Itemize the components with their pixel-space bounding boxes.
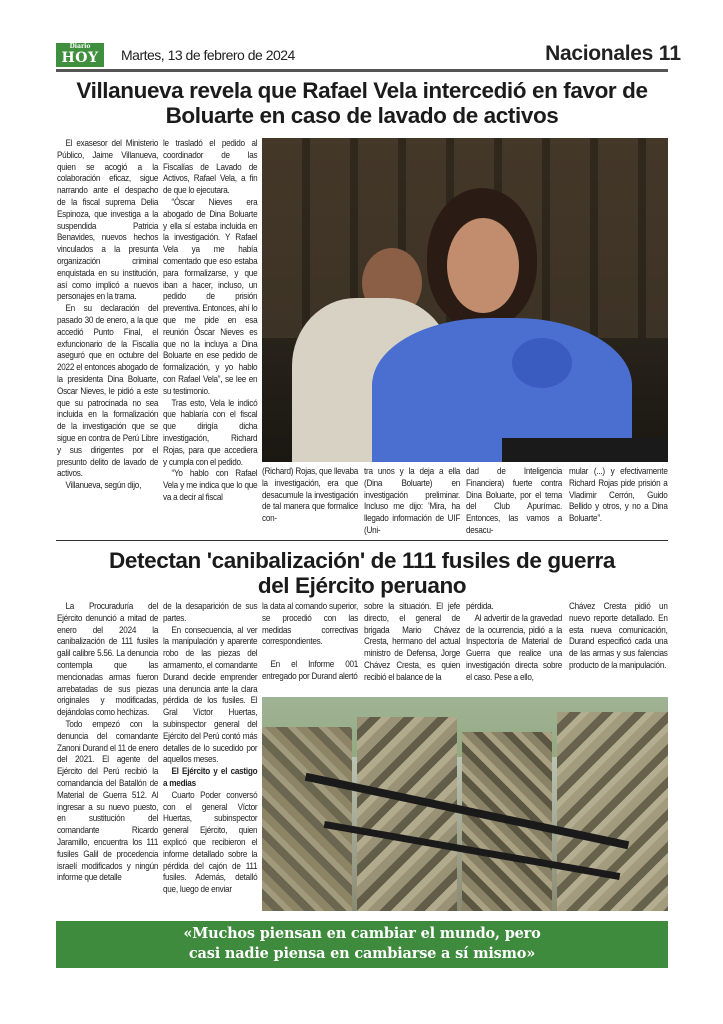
section-title: Nacionales: [545, 42, 653, 65]
article1-column-3: [262, 466, 358, 525]
headline-line: Boluarte en caso de lavado de activos: [165, 103, 559, 128]
paragraph: le trasladó el pedido al coordinador de las Fiscalías de Lavado de Activos, Rafael Vela, a fin de que lo ejecutara.: [163, 138, 258, 197]
diario-hoy-logo: Diario HOY: [56, 43, 104, 67]
article1-column-6: [569, 466, 668, 525]
subheading: El Ejército y el castigo a medias: [163, 766, 258, 789]
quote-line: «Muchos piensan en cambiar el mundo, pero: [183, 925, 541, 942]
headline-line: del Ejército peruano: [257, 573, 467, 598]
article1-headline: [56, 78, 668, 128]
paragraph: El exasesor del Ministerio Público, Jaime Villanueva, quien se acogió a la colaboración eficaz, sigue narrando ante el despacho de la fiscal suprema Delia Espinoza, que investiga a la suspendida Patricia Benavides, nuevos hechos vinculados a la presunta organización criminal enquistada en su institución, así como implicó a nuevos personajes en la trama.: [57, 138, 159, 303]
quote-banner: [56, 921, 668, 968]
paragraph: En su declaración del pasado 30 de enero, a la que accedió Punto Final, el exfuncionario de la Fiscalía aseguró que en octubre del 2022 el entonces abogado de la presidenta Dina Boluarte, Oscar Nieves, le pidió a este que su patrocinada no sea incluida en la formalización de la investigación que se sigue en contra de Perú Libre y sus dirigentes por el presunto delito de lavado de activos.: [57, 303, 159, 480]
paragraph: Tras esto, Vela le indicó que hablaría con el fiscal que dirigía dicha investigación, Richard Rojas, para que accediera y cumpla con el pedido.: [163, 397, 258, 468]
paragraph: Villanueva, según dijo,: [65, 480, 142, 492]
article1-column-1: [57, 138, 158, 492]
paragraph: sobre la situación. El jefe directo, el general de brigada Mario Chávez Cresta, hermano del actual ministro de Defensa, Jorge Chávez Cresta, es quien recibió el balance de la: [364, 601, 461, 683]
article-divider: [56, 540, 668, 541]
article1-column-5: [466, 466, 562, 537]
paragraph: “Óscar Nieves era abogado de Dina Boluarte y ella sí estaba incluida en la investigación. Y Rafael Vela ya me había comentado que eso estaba para formalizarse, y que iban a hacer, incluso, un pedido de prisión preventiva. Entonces, ahí lo que me pide en esa reunión Óscar Nieves es que no la incluya a Dina Boluarte en ese pedido de formalización, y yo hablo con Rafael Vela”, se lee en su testimonio.: [163, 196, 258, 397]
paragraph: tra unos y la deja a ella (Dina Boluarte) en investigación preliminar. Incluso me dijo: 'Mira, ha llegado información de UIF (Uni-: [364, 466, 461, 536]
paragraph: Chávez Cresta pidió un nuevo reporte detallado. En esta nueva comunicación, Durand especificó cada una de las armas y sus falencias producto de la manipulación.: [569, 601, 668, 671]
paragraph: En consecuencia, al ver la manipulación y aparente robo de las piezas del armamento, el comandante Durand decide emprender una denuncia ante la clara pérdida de los fusiles. El Gral Víctor Huertas, subinspector general del Ejército del Perú contó más detalles de lo sucedido por aquellos meses.: [163, 624, 258, 766]
page-number: 11: [658, 42, 681, 65]
quote-line: casi nadie piensa en cambiarse a sí mismo»: [188, 945, 536, 962]
article1-photo-boluarte: [262, 138, 668, 462]
paragraph: “Yo hablo con Rafael Vela y me indica que lo que va a decir al fiscal: [163, 468, 258, 503]
paragraph: dad de Inteligencia Financiera) fuerte contra Dina Boluarte, por el tema del Club Apurímac. Entonces, las vamos a desacu-: [466, 466, 563, 536]
article2-column-6: [569, 601, 668, 672]
article2-headline: [56, 548, 668, 598]
paragraph: Al advertir de la gravedad de la ocurrencia, pidió a la Inspectoría de Material de Guerra que realice una investigación directa sobre el caso. Pese a ello,: [466, 612, 563, 683]
headline-line: Detectan 'canibalización' de 111 fusiles de guerra: [109, 548, 615, 573]
article2-column-3: [262, 601, 358, 683]
paragraph: Todo empezó con la denuncia del comandante Zanoni Durand el 11 de enero del 2021. El agente del Ejército del Perú recibió la comandancia del Batallón de Material de Guerra 512. Al ingresar a su nuevo puesto, en sustitución del comandante Ricardo Jaramillo, encuentra los 111 fusiles Galil de procedencia israelí modificados y ningún informe que detalle: [57, 718, 159, 884]
article2-column-1: [57, 601, 158, 884]
paragraph: la data al comando superior, se procedió con las medidas correctivas correspondientes.: [262, 601, 359, 648]
header-rule: [56, 69, 668, 72]
paragraph: mular (...) y efectivamente Richard Rojas pide prisión a Vladimir Cerrón, Guido Bellido y otros, y no a Dina Boluarte”.: [569, 466, 668, 525]
issue-date: Martes, 13 de febrero de 2024: [121, 47, 295, 63]
article1-column-2: [163, 138, 257, 504]
article2-column-2: [163, 601, 257, 896]
paragraph: pérdida.: [466, 601, 494, 612]
article2-column-5: [466, 601, 562, 684]
paragraph: (Richard) Rojas, que llevaba la investigación, era que desacumule la investigación de tal manera que formalice con-: [262, 466, 359, 525]
paragraph: En el Informe 001 entregado por Durand alertó: [262, 659, 359, 682]
headline-line: Villanueva revela que Rafael Vela intercedió en favor de: [76, 78, 648, 103]
paragraph: de la desaparición de sus partes.: [163, 601, 258, 624]
paragraph: Cuarto Poder conversó con el general Víctor Huertas, subinspector general Ejército, quien explicó que recibieron el informe detallado sobre la pérdida del cajón de 111 fusiles. Además, detalló que, luego de enviar: [163, 789, 258, 896]
article1-column-4: [364, 466, 460, 537]
paragraph: La Procuraduría del Ejército denunció a mitad de enero del 2024 la canibalización de 111 fusiles galil calibre 5.56. La denuncia contempla que las mencionadas armas fueron arrebatadas de sus piezas originales y modificadas, dejándolas como hechizas.: [57, 601, 159, 719]
article2-column-4: [364, 601, 460, 684]
article2-photo-soldiers: [262, 697, 668, 911]
